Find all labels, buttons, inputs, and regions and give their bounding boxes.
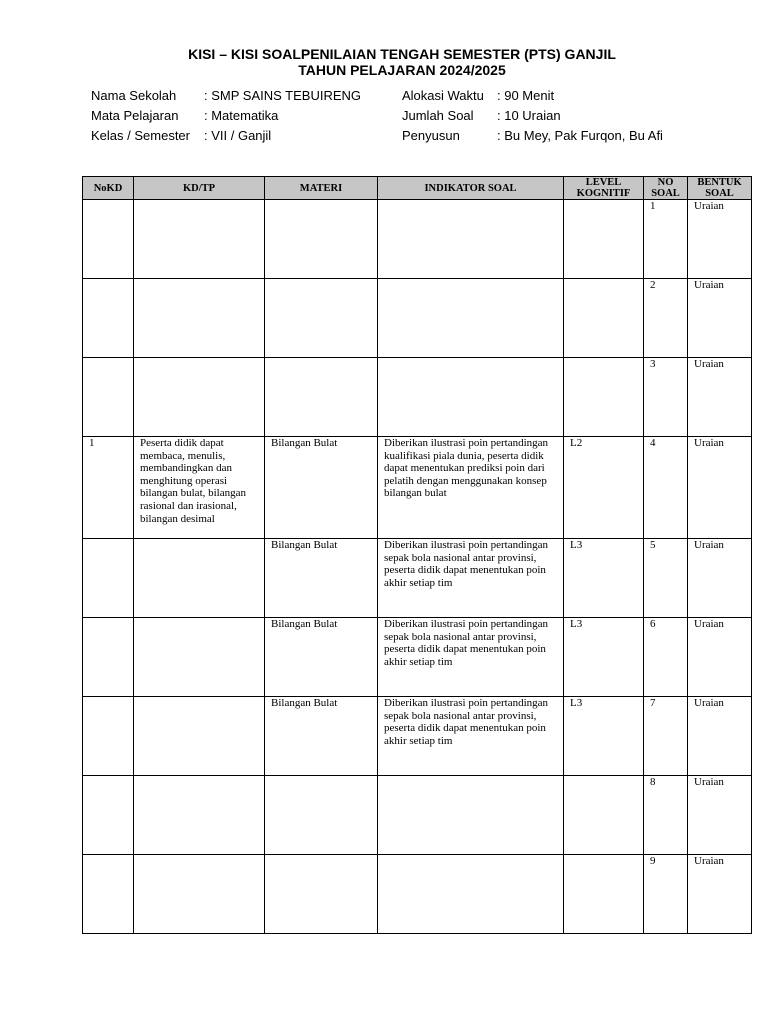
cell-no-soal: 9 (644, 855, 688, 934)
class-value: : VII / Ganjil (204, 128, 272, 143)
cell-materi: Bilangan Bulat (265, 618, 378, 697)
cell-kdtp (134, 776, 265, 855)
cell-indikator: Diberikan ilustrasi poin pertandingan sepak bola nasional antar provinsi, peserta didik dapat menentukan poin akhir setiap tim (378, 539, 564, 618)
cell-kdtp (134, 697, 265, 776)
cell-indikator (378, 776, 564, 855)
header-nokd: NoKD (83, 177, 134, 200)
table-row (83, 855, 752, 934)
author-label: Penyusun (402, 128, 460, 143)
header-bentuk-line2: SOAL (705, 188, 734, 199)
school-value: : SMP SAINS TEBUIRENG (204, 88, 362, 103)
subject-value: : Matematika (204, 108, 279, 123)
cell-level: L3 (564, 539, 644, 618)
cell-level: L3 (564, 618, 644, 697)
cell-bentuk-soal: Uraian (688, 358, 752, 437)
cell-bentuk-soal: Uraian (688, 437, 752, 539)
cell-kdtp: Peserta didik dapat membaca, menulis, membandingkan dan menghitung operasi bilangan bulat, bilangan rasional dan irasional, bilangan desimal (134, 437, 265, 539)
cell-materi (265, 200, 378, 279)
cell-level (564, 200, 644, 279)
cell-no-soal: 6 (644, 618, 688, 697)
cell-indikator (378, 200, 564, 279)
cell-nokd (83, 776, 134, 855)
cell-materi: Bilangan Bulat (265, 697, 378, 776)
table-row (83, 200, 752, 279)
header-kdtp: KD/TP (134, 177, 265, 200)
table-row (83, 539, 752, 618)
header-level-line2: KOGNITIF (576, 188, 631, 199)
cell-nokd: 1 (83, 437, 134, 539)
cell-materi (265, 855, 378, 934)
cell-bentuk-soal: Uraian (688, 618, 752, 697)
kisi-table (82, 176, 752, 934)
time-value: : 90 Menit (497, 88, 555, 103)
header-bentuk-line1: BENTUK (697, 177, 742, 188)
subject-label: Mata Pelajaran (91, 108, 179, 123)
table-row (83, 358, 752, 437)
cell-level: L2 (564, 437, 644, 539)
cell-nokd (83, 358, 134, 437)
table-header-row (83, 177, 752, 200)
count-value: : 10 Uraian (497, 108, 561, 123)
cell-kdtp (134, 200, 265, 279)
school-label: Nama Sekolah (91, 88, 177, 103)
header-materi: MATERI (265, 177, 378, 200)
cell-bentuk-soal: Uraian (688, 776, 752, 855)
cell-bentuk-soal: Uraian (688, 697, 752, 776)
document-title-line1: KISI – KISI SOALPENILAIAN TENGAH SEMESTER (PTS) GANJIL (188, 46, 616, 62)
cell-kdtp (134, 279, 265, 358)
header-no-line2: SOAL (651, 188, 680, 199)
cell-kdtp (134, 539, 265, 618)
cell-bentuk-soal: Uraian (688, 279, 752, 358)
header-bentuk-soal (688, 177, 752, 200)
cell-no-soal: 3 (644, 358, 688, 437)
document-title-line2: TAHUN PELAJARAN 2024/2025 (298, 62, 506, 78)
cell-materi: Bilangan Bulat (265, 539, 378, 618)
cell-materi (265, 279, 378, 358)
cell-nokd (83, 200, 134, 279)
table-row (83, 437, 752, 539)
cell-indikator (378, 855, 564, 934)
cell-materi: Bilangan Bulat (265, 437, 378, 539)
header-no-soal (644, 177, 688, 200)
header-no-line1: NO (657, 177, 674, 188)
cell-indikator: Diberikan ilustrasi poin pertandingan kualifikasi piala dunia, peserta didik dapat menentukan prediksi poin dari pelatih dengan menggunakan konsep bilangan bulat (378, 437, 564, 539)
count-label: Jumlah Soal (402, 108, 474, 123)
cell-nokd (83, 855, 134, 934)
cell-indikator (378, 358, 564, 437)
header-level-line1: LEVEL (585, 177, 622, 188)
cell-kdtp (134, 358, 265, 437)
cell-no-soal: 7 (644, 697, 688, 776)
cell-bentuk-soal: Uraian (688, 200, 752, 279)
class-label: Kelas / Semester (91, 128, 190, 143)
cell-kdtp (134, 618, 265, 697)
cell-nokd (83, 618, 134, 697)
cell-level: L3 (564, 697, 644, 776)
cell-level (564, 776, 644, 855)
cell-nokd (83, 539, 134, 618)
cell-bentuk-soal: Uraian (688, 855, 752, 934)
cell-materi (265, 358, 378, 437)
cell-indikator: Diberikan ilustrasi poin pertandingan sepak bola nasional antar provinsi, peserta didik dapat menentukan poin akhir setiap tim (378, 618, 564, 697)
cell-no-soal: 1 (644, 200, 688, 279)
cell-no-soal: 8 (644, 776, 688, 855)
cell-kdtp (134, 855, 265, 934)
table-row (83, 279, 752, 358)
table-row (83, 776, 752, 855)
cell-level (564, 358, 644, 437)
cell-indikator: Diberikan ilustrasi poin pertandingan sepak bola nasional antar provinsi, peserta didik dapat menentukan poin akhir setiap tim (378, 697, 564, 776)
header-indikator: INDIKATOR SOAL (378, 177, 564, 200)
cell-indikator (378, 279, 564, 358)
cell-no-soal: 5 (644, 539, 688, 618)
cell-no-soal: 2 (644, 279, 688, 358)
author-value: : Bu Mey, Pak Furqon, Bu Afi (497, 128, 663, 143)
cell-level (564, 279, 644, 358)
time-label: Alokasi Waktu (402, 88, 484, 103)
table-row (83, 618, 752, 697)
table-row (83, 697, 752, 776)
cell-materi (265, 776, 378, 855)
cell-nokd (83, 697, 134, 776)
cell-no-soal: 4 (644, 437, 688, 539)
cell-bentuk-soal: Uraian (688, 539, 752, 618)
cell-level (564, 855, 644, 934)
cell-nokd (83, 279, 134, 358)
header-level (564, 177, 644, 200)
